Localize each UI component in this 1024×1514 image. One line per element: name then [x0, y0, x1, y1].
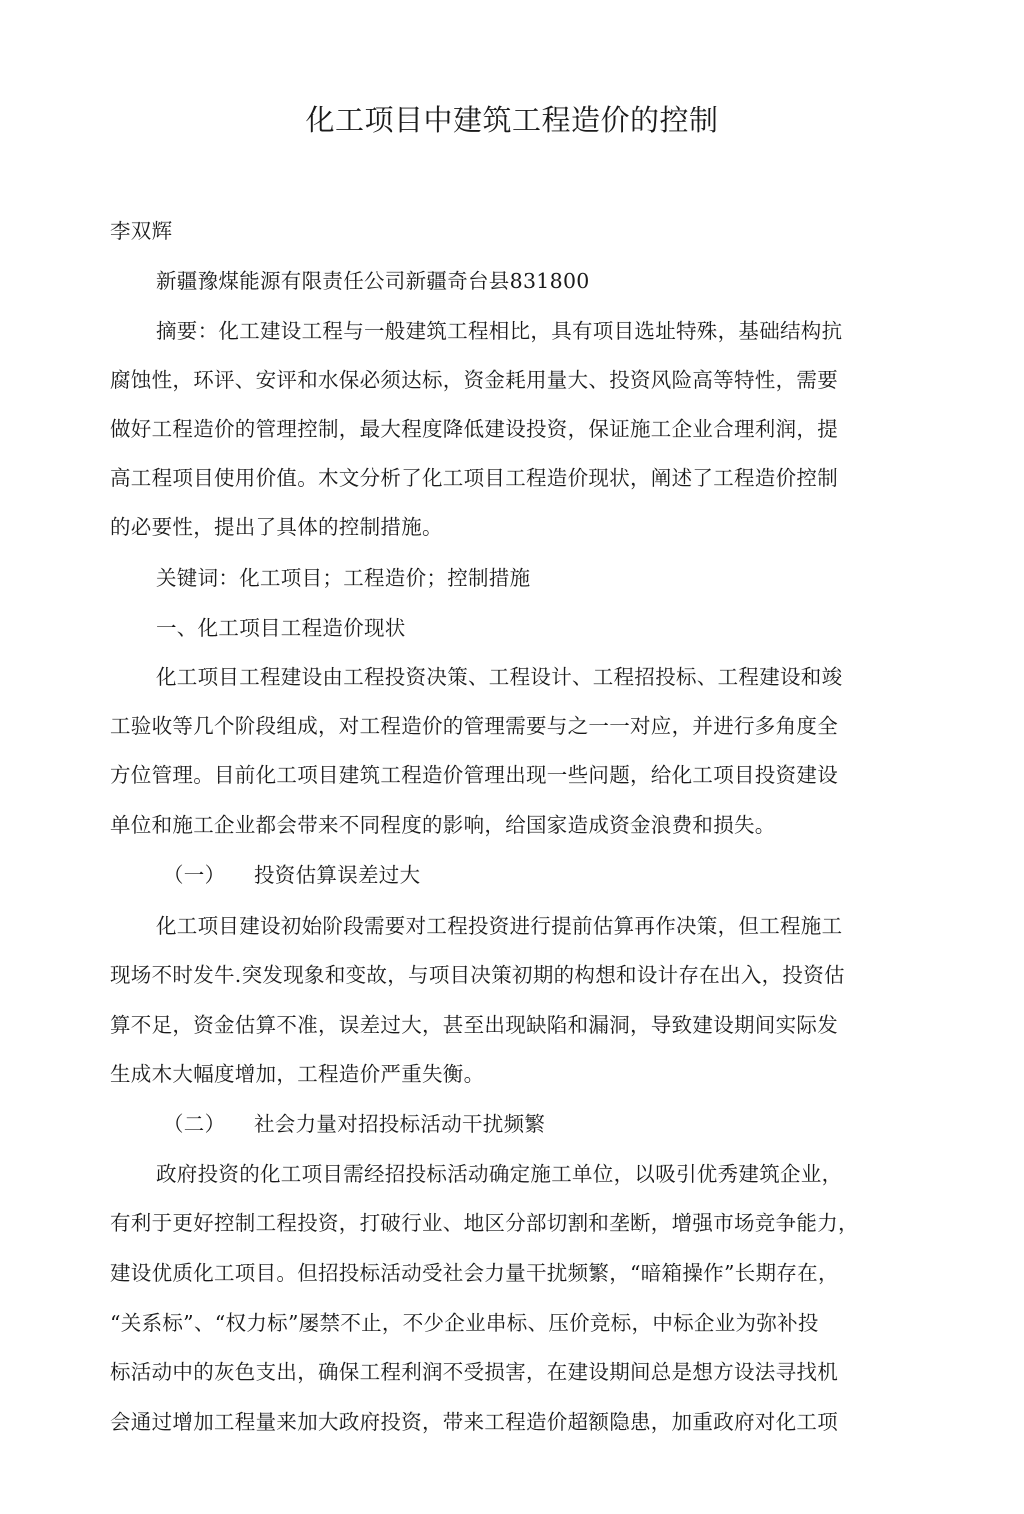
paragraph-line: 生成木大幅度增加，工程造价严重失衡。	[110, 1062, 485, 1086]
paragraph-line: 化工项目建设初始阶段需要对工程投资进行提前估算再作决策，但工程施工	[156, 914, 843, 938]
paragraph-line: 算不足，资金估算不准，误差过大，甚至出现缺陷和漏洞，导致建设期间实际发	[110, 1013, 838, 1037]
subsection-heading: 社会力量对招投标活动干扰频繁	[254, 1112, 546, 1136]
paragraph-line: 现场不时发牛.突发现象和变故，与项目决策初期的构想和设计存在出入，投资估	[110, 963, 845, 987]
abstract-line: 做好工程造价的管理控制，最大程度降低建设投资，保证施工企业合理利润，提	[110, 417, 838, 441]
author-name: 李双辉	[110, 219, 173, 243]
abstract-line: 的必要性，提出了具体的控制措施。	[110, 515, 443, 539]
paragraph-line: “关系标”、“权力标”屡禁不止，不少企业串标、压价竞标，中标企业为弥补投	[110, 1311, 819, 1335]
subsection-number: （二）	[163, 1112, 226, 1136]
paragraph-line: 单位和施工企业都会带来不同程度的影响，给国家造成资金浪费和损失。	[110, 813, 776, 837]
abstract-line: 高工程项目使用价值。木文分析了化工项目工程造价现状，阐述了工程造价控制	[110, 466, 838, 490]
abstract-line: 摘要：化工建设工程与一般建筑工程相比，具有项目选址特殊，基础结构抗	[156, 319, 843, 343]
paragraph-line: 建设优质化工项目。但招投标活动受社会力量干扰频繁，“暗箱操作”长期存在，	[110, 1261, 839, 1285]
keywords: 关键词：化工项目；工程造价；控制措施	[156, 566, 531, 590]
paragraph-line: 会通过增加工程量来加大政府投资，带来工程造价超额隐患，加重政府对化工项	[110, 1410, 838, 1434]
abstract-line: 腐蚀性，环评、安评和水保必须达标，资金耗用量大、投资风险高等特性，需要	[110, 368, 838, 392]
author-affiliation: 新疆豫煤能源有限责任公司新疆奇台县831800	[156, 269, 590, 293]
paragraph-line: 化工项目工程建设由工程投资决策、工程设计、工程招投标、工程建设和竣	[156, 665, 843, 689]
paragraph-line: 方位管理。目前化工项目建筑工程造价管理出现一些问题，给化工项目投资建设	[110, 763, 838, 787]
paragraph-line: 有利于更好控制工程投资，打破行业、地区分部切割和垄断，增强市场竞争能力，	[110, 1211, 859, 1235]
subsection-number: （一）	[163, 863, 226, 887]
paragraph-line: 政府投资的化工项目需经招投标活动确定施工单位，以吸引优秀建筑企业，	[156, 1162, 843, 1186]
paragraph-line: 工验收等几个阶段组成，对工程造价的管理需要与之一一对应，并进行多角度全	[110, 714, 838, 738]
document-title: 化工项目中建筑工程造价的控制	[305, 103, 719, 137]
section-heading: 一、化工项目工程造价现状	[156, 616, 406, 640]
subsection-heading: 投资估算误差过大	[254, 863, 421, 887]
paragraph-line: 标活动中的灰色支出，确保工程利润不受损害，在建设期间总是想方设法寻找机	[110, 1360, 838, 1384]
